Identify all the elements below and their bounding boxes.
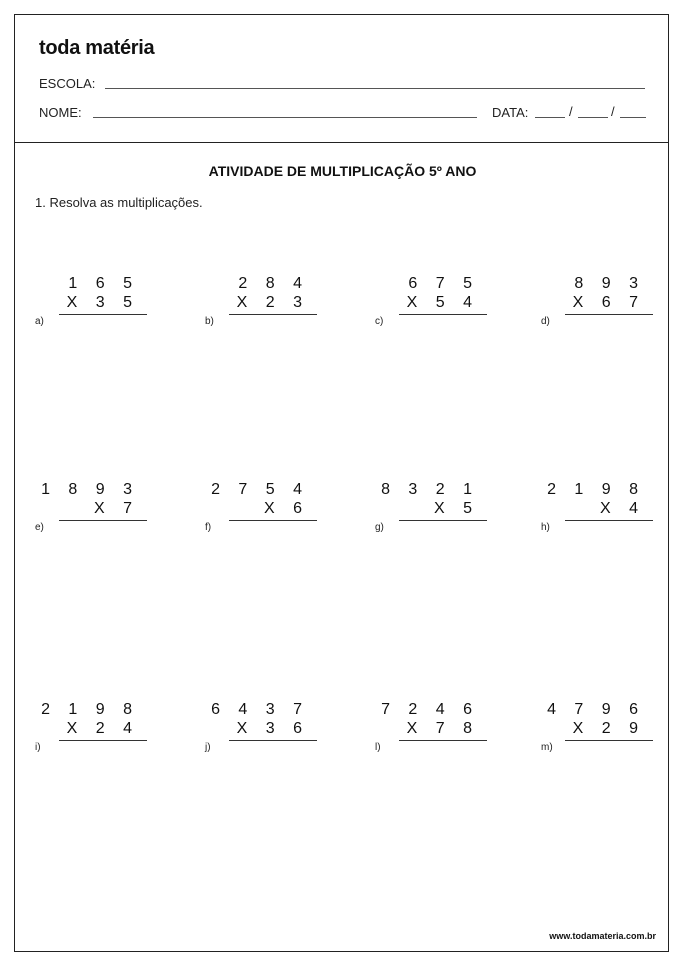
problem-f bbox=[205, 481, 315, 533]
problem-e bbox=[35, 481, 145, 533]
problem-label: i) bbox=[35, 742, 41, 753]
multiplier: X 2 9 bbox=[572, 720, 645, 737]
name-label: NOME: bbox=[39, 105, 82, 120]
multiplicand: 6 4 3 7 bbox=[211, 701, 309, 718]
school-field[interactable] bbox=[105, 88, 645, 89]
multiplicand: 2 8 4 bbox=[238, 275, 309, 292]
problem-c bbox=[375, 275, 485, 327]
multiplicand: 8 3 2 1 bbox=[381, 481, 479, 498]
problem-label: c) bbox=[375, 316, 384, 327]
problem-a bbox=[35, 275, 145, 327]
problem-i bbox=[35, 701, 145, 753]
multiplier: X 2 4 bbox=[66, 720, 139, 737]
footer-url: www.todamateria.com.br bbox=[549, 931, 656, 941]
answer-line[interactable] bbox=[399, 740, 487, 741]
problem-label: l) bbox=[375, 742, 381, 753]
multiplier: X 4 bbox=[599, 500, 645, 517]
problem-g bbox=[375, 481, 485, 533]
multiplicand: 1 8 9 3 bbox=[41, 481, 139, 498]
problem-label: b) bbox=[205, 316, 214, 327]
date-day-field[interactable] bbox=[535, 117, 565, 118]
multiplicand: 1 6 5 bbox=[68, 275, 139, 292]
header-divider bbox=[15, 142, 668, 143]
date-separator: / bbox=[611, 104, 615, 119]
answer-line[interactable] bbox=[399, 314, 487, 315]
multiplier: X 5 bbox=[433, 500, 479, 517]
problem-label: a) bbox=[35, 316, 44, 327]
instruction-text: 1. Resolva as multiplicações. bbox=[35, 195, 203, 210]
answer-line[interactable] bbox=[59, 314, 147, 315]
multiplicand: 7 2 4 6 bbox=[381, 701, 479, 718]
worksheet bbox=[14, 14, 669, 952]
multiplicand: 2 7 5 4 bbox=[211, 481, 309, 498]
multiplier: X 7 bbox=[93, 500, 139, 517]
answer-line[interactable] bbox=[229, 740, 317, 741]
name-field[interactable] bbox=[93, 117, 477, 118]
date-month-field[interactable] bbox=[578, 117, 608, 118]
multiplicand: 2 1 9 8 bbox=[41, 701, 139, 718]
problem-h bbox=[541, 481, 651, 533]
problem-label: g) bbox=[375, 522, 384, 533]
multiplier: X 6 bbox=[263, 500, 309, 517]
problem-label: j) bbox=[205, 742, 211, 753]
problem-j bbox=[205, 701, 315, 753]
multiplicand: 4 7 9 6 bbox=[547, 701, 645, 718]
school-label: ESCOLA: bbox=[39, 76, 96, 91]
answer-line[interactable] bbox=[565, 740, 653, 741]
problem-b bbox=[205, 275, 315, 327]
answer-line[interactable] bbox=[229, 520, 317, 521]
answer-line[interactable] bbox=[565, 314, 653, 315]
multiplier: X 5 4 bbox=[406, 294, 479, 311]
multiplier: X 2 3 bbox=[236, 294, 309, 311]
multiplier: X 6 7 bbox=[572, 294, 645, 311]
date-label: DATA: bbox=[492, 105, 529, 120]
multiplier: X 3 5 bbox=[66, 294, 139, 311]
multiplicand: 6 7 5 bbox=[408, 275, 479, 292]
answer-line[interactable] bbox=[229, 314, 317, 315]
answer-line[interactable] bbox=[59, 740, 147, 741]
date-year-field[interactable] bbox=[620, 117, 646, 118]
problem-label: m) bbox=[541, 742, 553, 753]
multiplier: X 7 8 bbox=[406, 720, 479, 737]
problem-label: f) bbox=[205, 522, 212, 533]
problem-label: h) bbox=[541, 522, 550, 533]
multiplicand: 8 9 3 bbox=[574, 275, 645, 292]
page-title: ATIVIDADE DE MULTIPLICAÇÃO 5º ANO bbox=[208, 163, 477, 179]
answer-line[interactable] bbox=[565, 520, 653, 521]
answer-line[interactable] bbox=[59, 520, 147, 521]
date-separator: / bbox=[569, 104, 573, 119]
multiplier: X 3 6 bbox=[236, 720, 309, 737]
problem-l bbox=[375, 701, 485, 753]
multiplicand: 2 1 9 8 bbox=[547, 481, 645, 498]
answer-line[interactable] bbox=[399, 520, 487, 521]
problem-m bbox=[541, 701, 651, 753]
brand-logo: toda matéria bbox=[39, 37, 155, 59]
problem-d bbox=[541, 275, 651, 327]
problem-label: e) bbox=[35, 522, 44, 533]
problem-label: d) bbox=[541, 316, 550, 327]
